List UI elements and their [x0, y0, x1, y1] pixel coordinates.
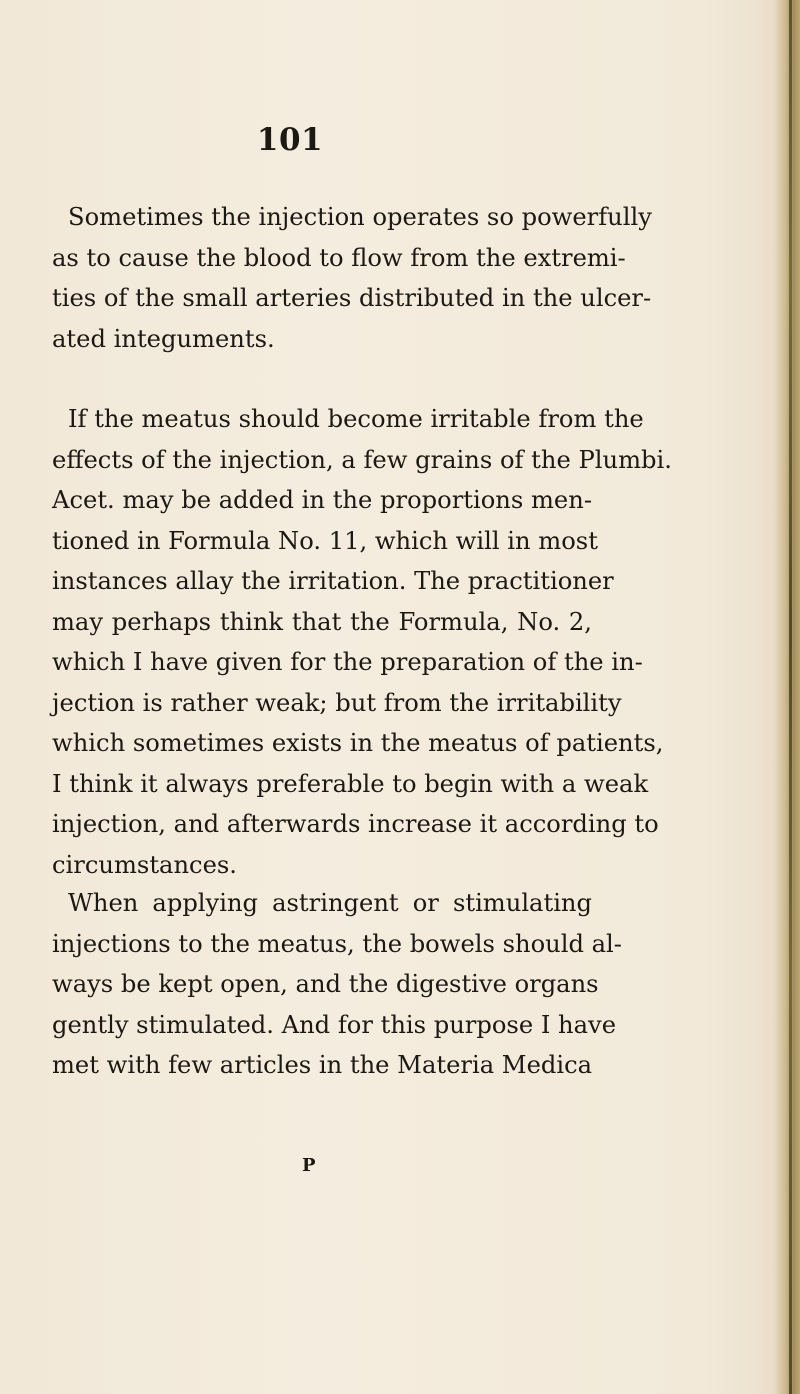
text-line: ties of the small arteries distributed in the ulcer- — [52, 284, 652, 312]
text-line: tioned in Formula No. 11, which will in most — [52, 526, 598, 555]
text-line: met with few articles in the Materia Medica — [52, 1051, 593, 1079]
signature-mark: P — [302, 1155, 316, 1176]
text-line: ways be kept open, and the digestive organs — [52, 970, 599, 998]
binding-edge — [789, 0, 792, 1394]
text-line: When applying astringent or stimulating — [68, 889, 592, 917]
paragraph-2 — [52, 399, 672, 885]
text-line: ated integuments. — [52, 324, 275, 353]
text-line: as to cause the blood to flow from the extremi- — [52, 243, 626, 272]
text-line: Acet. may be added in the proportions men- — [52, 486, 592, 514]
text-line: instances allay the irritation. The practitioner — [52, 567, 614, 595]
text-line: effects of the injection, a few grains of the Plumbi. — [52, 445, 672, 474]
text-line: which I have given for the preparation of the in- — [52, 648, 643, 676]
page-number: 101 — [256, 122, 324, 158]
text-line: Sometimes the injection operates so powerfully — [68, 203, 652, 231]
text-line: jection is rather weak; but from the irritability — [52, 688, 622, 717]
text-line: circumstances. — [52, 850, 237, 879]
text-line: may perhaps think that the Formula, No. 2, — [52, 607, 592, 636]
text-line: gently stimulated. And for this purpose I have — [52, 1010, 617, 1039]
page-edge-shadow — [774, 0, 800, 1394]
text-line: I think it always preferable to begin with a weak — [52, 769, 649, 798]
text-line: injection, and afterwards increase it according to — [52, 810, 659, 838]
paragraph-3 — [52, 883, 622, 1086]
paragraph-1 — [52, 197, 652, 359]
text-line: If the meatus should become irritable from the — [68, 405, 644, 433]
text-line: which sometimes exists in the meatus of patients, — [52, 729, 664, 757]
text-line: injections to the meatus, the bowels should al- — [52, 929, 622, 958]
